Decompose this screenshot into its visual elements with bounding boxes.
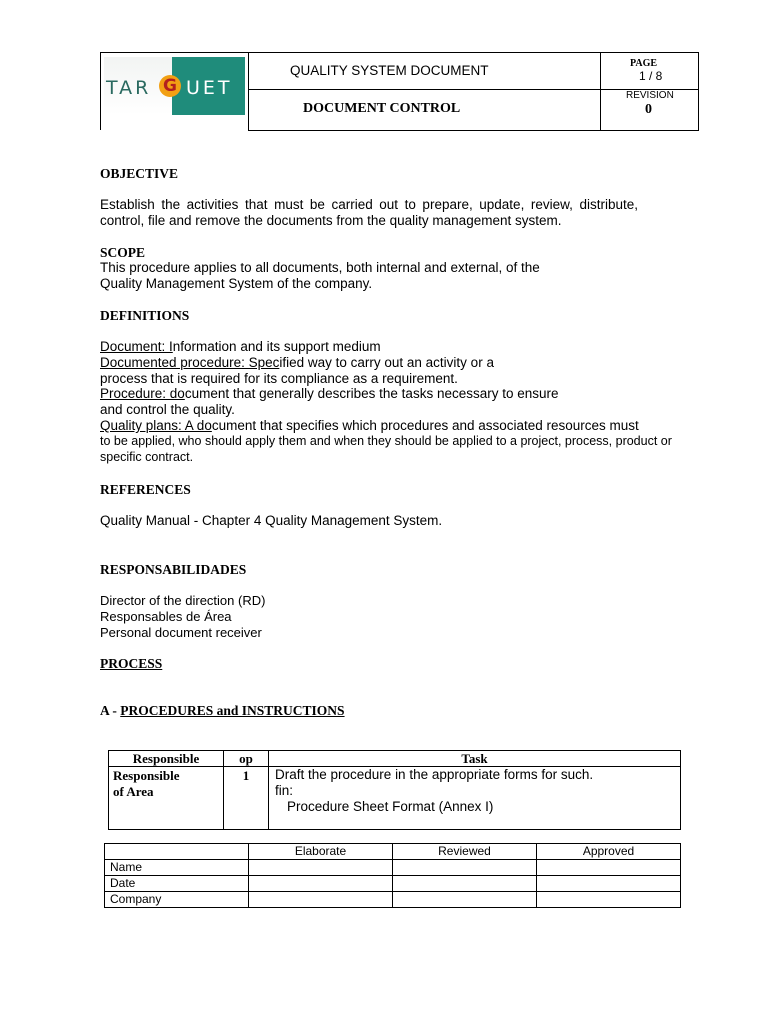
date-approved-cell[interactable] (537, 876, 681, 892)
scope-text-line-2: Quality Management System of the company. (100, 276, 373, 291)
column-header-op: op (224, 751, 269, 767)
scope-text-line-1: This procedure applies to all documents, both internal and external, of the (100, 260, 540, 275)
responsibilities-heading: RESPONSABILIDADES (100, 562, 247, 577)
responsibility-item: Personal document receiver (100, 625, 262, 640)
objective-text-line-2: control, file and remove the documents from the quality management system. (100, 213, 562, 228)
definitions-heading: DEFINITIONS (100, 308, 190, 323)
definition-quality-plans-line-2: to be applied, who should apply them and when they should be applied to a project, process, product or (100, 434, 672, 448)
name-approved-cell[interactable] (537, 860, 681, 876)
column-header-responsible: Responsible (109, 751, 224, 767)
revision-number: 0 (645, 102, 652, 117)
system-title: QUALITY SYSTEM DOCUMENT (290, 63, 489, 78)
process-subheading: A - PROCEDURES and INSTRUCTIONS (100, 703, 345, 718)
task-table (108, 750, 681, 830)
definition-procedure: Procedure: document that generally describes the tasks necessary to ensure (100, 386, 559, 401)
date-elaborate-cell[interactable] (249, 876, 393, 892)
name-reviewed-cell[interactable] (393, 860, 537, 876)
page-label: PAGE (630, 58, 658, 69)
responsible-cell: Responsible of Area (109, 767, 224, 830)
responsibility-item: Responsables de Área (100, 609, 232, 624)
definition-quality-plans-line-3: specific contract. (100, 450, 194, 464)
table-row (105, 876, 681, 892)
company-approved-cell[interactable] (537, 892, 681, 908)
row-label-date: Date (105, 876, 249, 892)
op-cell: 1 (224, 767, 269, 830)
references-text: Quality Manual - Chapter 4 Quality Management System. (100, 513, 443, 528)
signoff-table (104, 843, 681, 908)
column-header-task: Task (269, 751, 681, 767)
definition-procedure-line-2: and control the quality. (100, 402, 235, 417)
references-heading: REFERENCES (100, 482, 191, 497)
column-header-approved: Approved (537, 844, 681, 860)
table-row (109, 767, 681, 830)
definition-documented-procedure-line-2: process that is required for its compliance as a requirement. (100, 371, 458, 386)
company-reviewed-cell[interactable] (393, 892, 537, 908)
column-header-elaborate: Elaborate (249, 844, 393, 860)
revision-label: REVISION (626, 90, 674, 101)
column-header-reviewed: Reviewed (393, 844, 537, 860)
date-reviewed-cell[interactable] (393, 876, 537, 892)
table-row (105, 860, 681, 876)
definition-document: Document: Information and its support medium (100, 339, 381, 354)
row-label-name: Name (105, 860, 249, 876)
company-logo: TAR G UET (104, 57, 245, 115)
document-title: DOCUMENT CONTROL (303, 101, 461, 116)
task-cell: Draft the procedure in the appropriate forms for such. fin: Procedure Sheet Format (Annex I) (269, 767, 681, 830)
responsibility-item: Director of the direction (RD) (100, 593, 266, 608)
row-label-company: Company (105, 892, 249, 908)
process-heading: PROCESS (100, 656, 163, 671)
scope-heading: SCOPE (100, 245, 146, 260)
objective-text-line-1: Establish the activities that must be carried out to prepare, update, review, distribute, (100, 197, 638, 212)
name-elaborate-cell[interactable] (249, 860, 393, 876)
company-elaborate-cell[interactable] (249, 892, 393, 908)
definition-documented-procedure: Documented procedure: Specified way to carry out an activity or a (100, 355, 494, 370)
table-row (105, 844, 681, 860)
page-number: 1 / 8 (639, 69, 663, 83)
table-row (105, 892, 681, 908)
objective-heading: OBJECTIVE (100, 166, 179, 181)
definition-quality-plans: Quality plans: A document that specifies which procedures and associated resources must (100, 418, 639, 433)
